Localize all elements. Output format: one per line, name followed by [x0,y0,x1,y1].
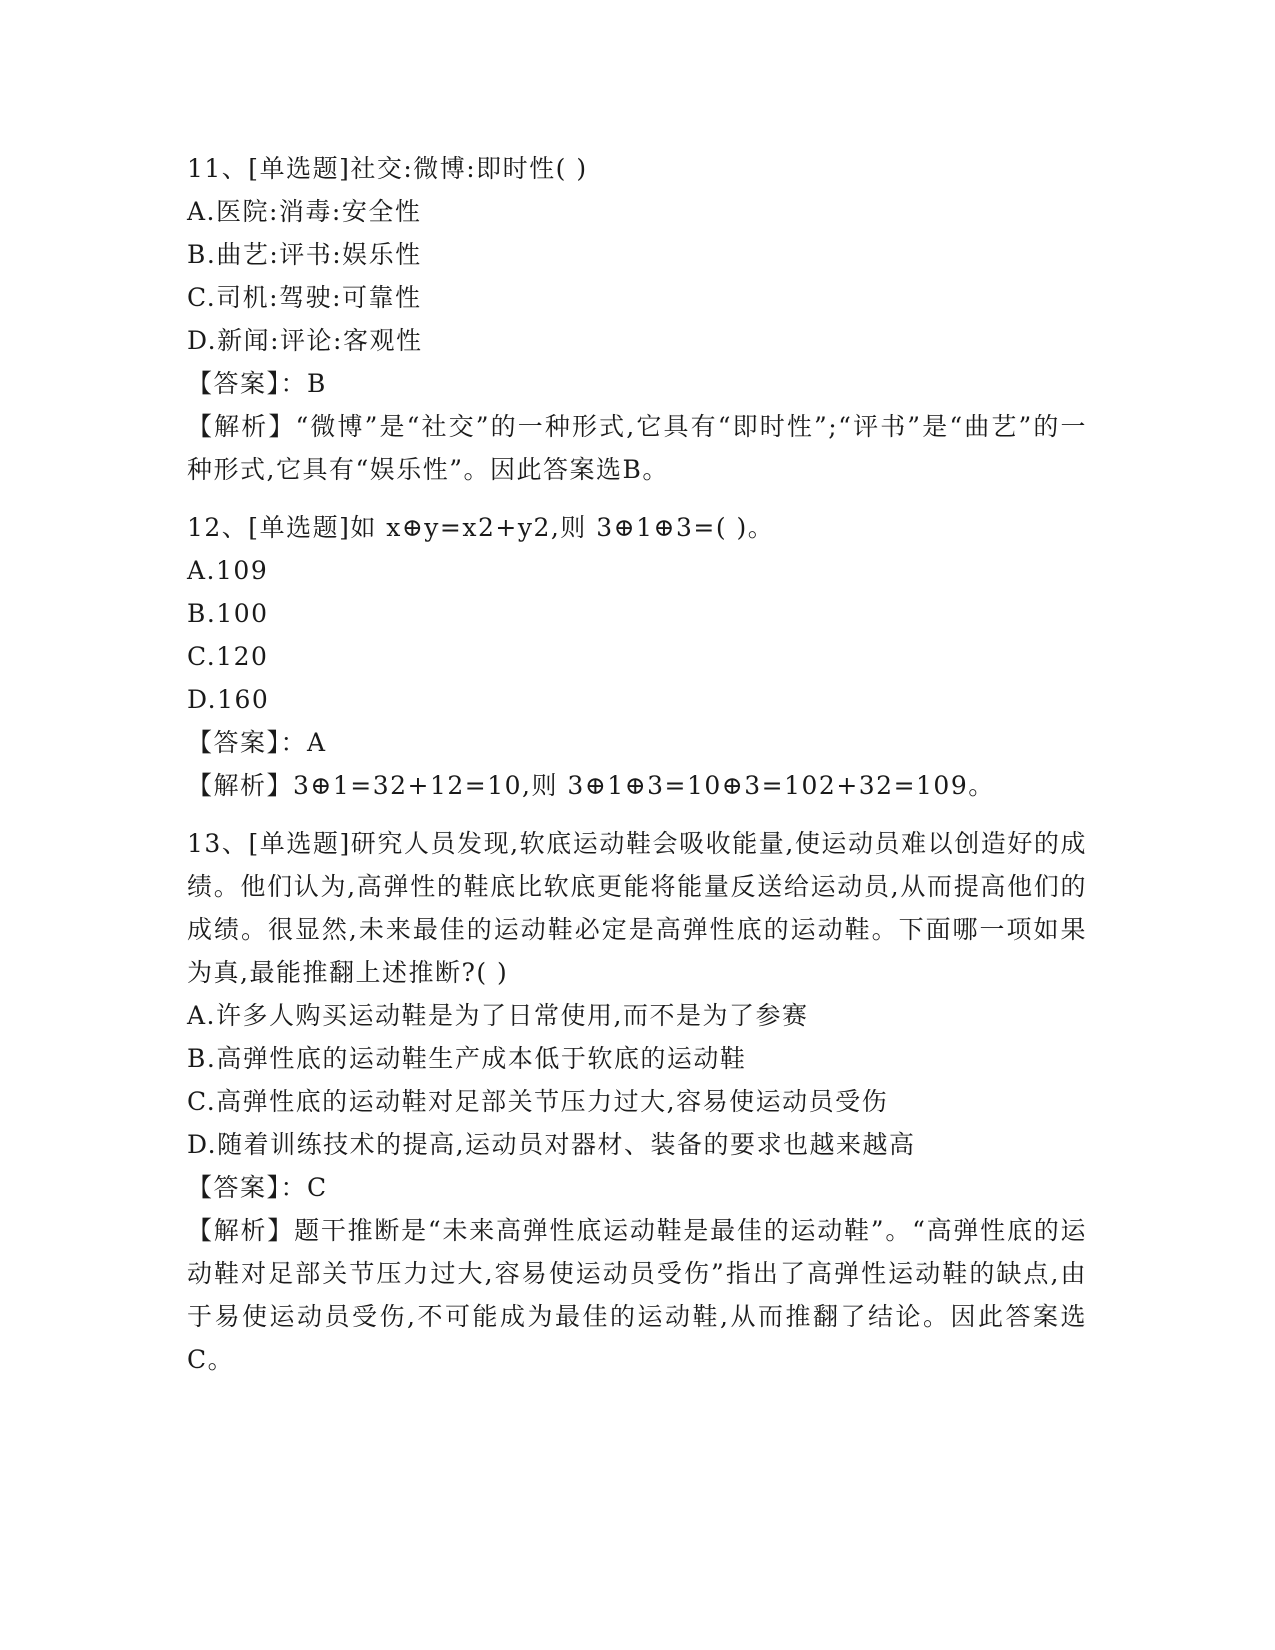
question-11 [187,147,1087,491]
option-a: A.医院:消毒:安全性 [187,197,422,226]
option-b: B.高弹性底的运动鞋生产成本低于软底的运动鞋 [187,1044,747,1073]
question-stem: 13、[单选题]研究人员发现,软底运动鞋会吸收能量,使运动员难以创造好的成绩。他们认为,高弹性的鞋底比软底更能将能量反送给运动员,从而提高他们的成绩。很显然,未来最佳的运动鞋必定是高弹性底的运动鞋。下面哪一项如果为真,最能推翻上述推断?( ) [187,829,1087,987]
question-stem: 12、[单选题]如 x⊕y=x2+y2,则 3⊕1⊕3=( )。 [187,513,775,542]
option-c: C.高弹性底的运动鞋对足部关节压力过大,容易使运动员受伤 [187,1087,889,1116]
analysis-paragraph: 【解析】“微博”是“社交”的一种形式,它具有“即时性”;“评书”是“曲艺”的一种形式,它具有“娱乐性”。因此答案选B。 [187,412,1087,484]
analysis-paragraph: 【解析】题干推断是“未来高弹性底运动鞋是最佳的运动鞋”。“高弹性底的运动鞋对足部关节压力过大,容易使运动员受伤”指出了高弹性运动鞋的缺点,由于易使运动员受伤,不可能成为最佳的运动鞋,从而推翻了结论。因此答案选C。 [187,1216,1087,1374]
option-a: A.109 [187,556,269,585]
question-list [187,147,1087,1381]
answer-line: 【答案】：C [187,1173,328,1202]
question-13 [187,822,1087,1381]
question-12 [187,506,1087,807]
option-a: A.许多人购买运动鞋是为了日常使用,而不是为了参赛 [187,1001,809,1030]
option-c: C.120 [187,642,269,671]
answer-line: 【答案】：A [187,728,327,757]
option-c: C.司机:驾驶:可靠性 [187,283,422,312]
option-d: D.新闻:评论:客观性 [187,326,423,355]
question-stem: 11、[单选题]社交:微博:即时性( ) [187,154,588,183]
option-b: B.曲艺:评书:娱乐性 [187,240,422,269]
analysis-paragraph: 【解析】3⊕1=32+12=10,则 3⊕1⊕3=10⊕3=102+32=109。 [187,771,995,800]
answer-line: 【答案】：B [187,369,327,398]
option-d: D.160 [187,685,270,714]
option-b: B.100 [187,599,269,628]
option-d: D.随着训练技术的提高,运动员对器材、装备的要求也越来越高 [187,1130,916,1159]
